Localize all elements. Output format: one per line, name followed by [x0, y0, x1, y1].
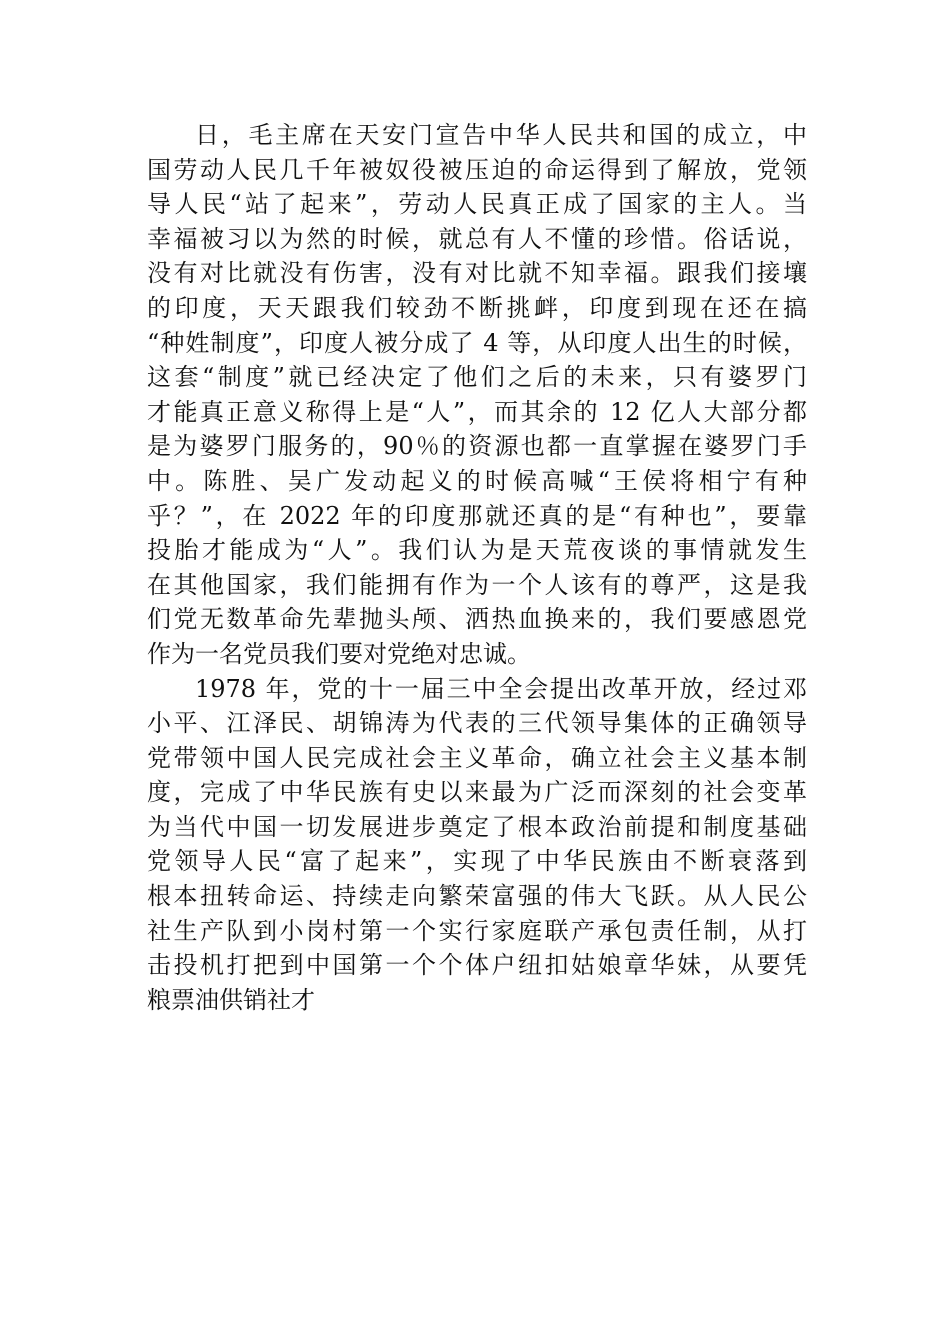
text-line: 国劳动人民几千年被奴役被压迫的命运得到了解放，党领	[147, 155, 807, 184]
text-line: 这套“制度”就已经决定了他们之后的未来，只有婆罗门	[147, 363, 807, 392]
text-line: 是为婆罗门服务的，90％的资源也都一直掌握在婆罗门手	[147, 432, 807, 461]
paragraph-1	[147, 118, 807, 672]
text-line: 为当代中国一切发展进步奠定了根本政治前提和制度基础	[147, 812, 807, 841]
text-line: 才能真正意义称得上是“人”，而其余的 12 亿人大部分都	[147, 397, 807, 426]
text-line: 乎？”，在 2022 年的印度那就还真的是“有种也”，要靠	[147, 501, 807, 530]
text-line: 幸福被习以为然的时候，就总有人不懂的珍惜。俗话说，	[147, 224, 807, 253]
text-line: “种姓制度”，印度人被分成了 4 等，从印度人出生的时候，	[147, 328, 807, 357]
text-line: 日，毛主席在天安门宣告中华人民共和国的成立，中	[195, 121, 807, 149]
text-line: 中。陈胜、吴广发动起义的时候高喊“王侯将相宁有种	[147, 466, 807, 495]
text-line: 小平、江泽民、胡锦涛为代表的三代领导集体的正确领导	[147, 709, 807, 738]
text-line: 度，完成了中华民族有史以来最为广泛而深刻的社会变革	[147, 778, 807, 807]
text-line: 的印度，天天跟我们较劲不断挑衅，印度到现在还在搞	[147, 293, 807, 322]
text-line: 没有对比就没有伤害，没有对比就不知幸福。跟我们接壤	[147, 259, 807, 288]
body-text	[147, 118, 807, 1017]
text-line: 社生产队到小岗村第一个实行家庭联产承包责任制，从打	[147, 916, 807, 945]
text-line: 根本扭转命运、持续走向繁荣富强的伟大飞跃。从人民公	[147, 882, 807, 911]
text-line: 们党无数革命先辈抛头颅、洒热血换来的，我们要感恩党	[147, 605, 807, 634]
text-line: 投胎才能成为“人”。我们认为是天荒夜谈的事情就发生	[147, 536, 807, 565]
text-line: 粮票油供销社才	[147, 985, 315, 1014]
paragraph-2	[147, 672, 807, 1018]
text-line: 1978 年，党的十一届三中全会提出改革开放，经过邓	[195, 674, 807, 703]
text-line: 党带领中国人民完成社会主义革命，确立社会主义基本制	[147, 743, 807, 772]
text-line: 导人民“站了起来”，劳动人民真正成了国家的主人。当	[147, 190, 807, 219]
text-line: 党领导人民“富了起来”，实现了中华民族由不断衰落到	[147, 847, 807, 876]
text-line: 击投机打把到中国第一个个体户纽扣姑娘章华妹，从要凭	[147, 951, 807, 980]
text-line: 在其他国家，我们能拥有作为一个人该有的尊严，这是我	[147, 570, 807, 599]
text-line: 作为一名党员我们要对党绝对忠诚。	[147, 639, 531, 668]
